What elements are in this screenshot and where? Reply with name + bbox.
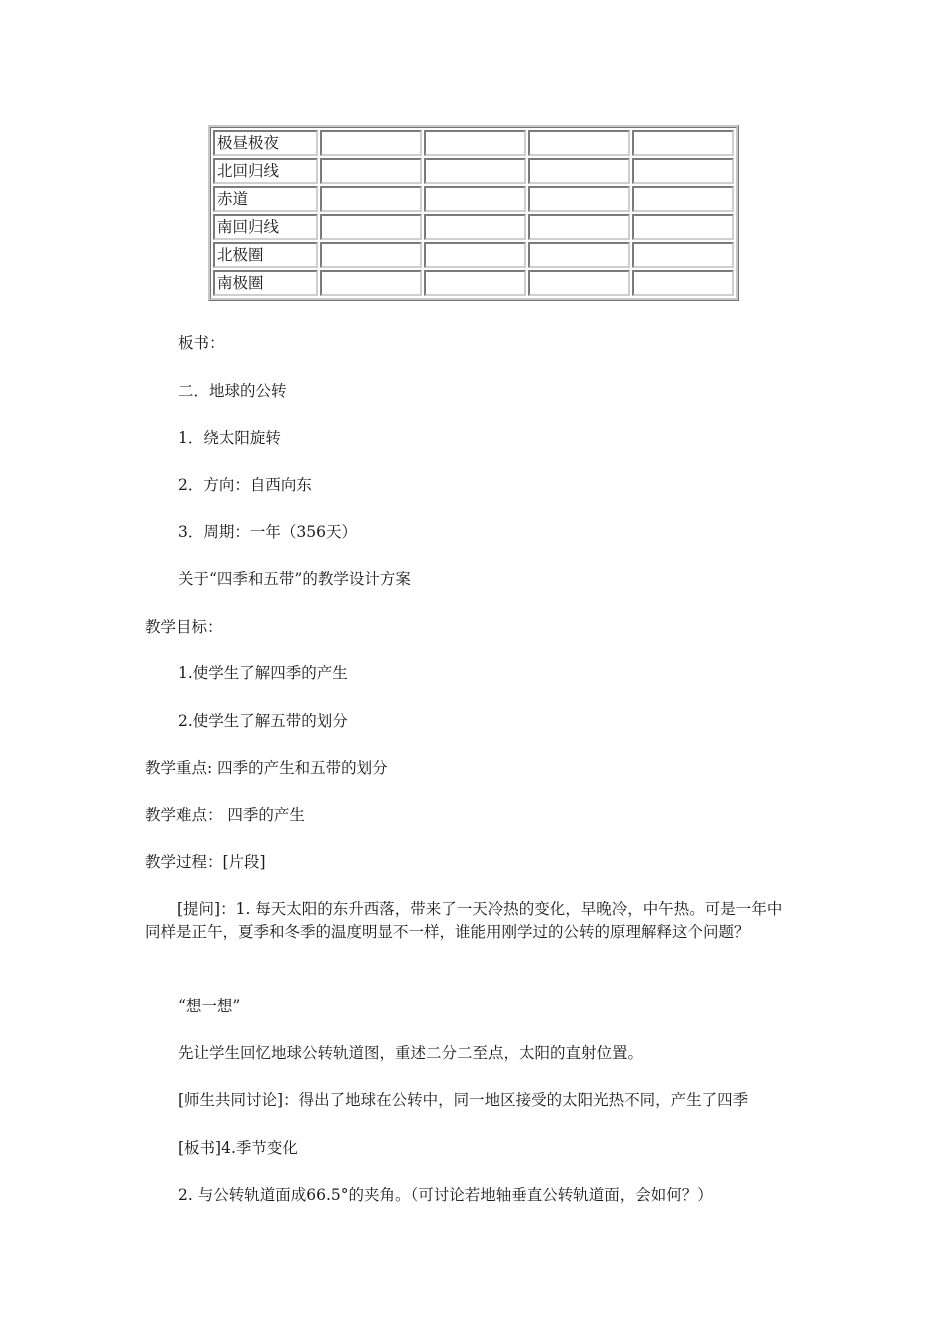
table-cell <box>424 242 526 268</box>
row-label: 南极圈 <box>213 270 318 296</box>
board-item: [板书]4.季节变化 <box>178 1139 298 1157</box>
table-row <box>213 186 734 212</box>
table-cell <box>320 130 422 156</box>
list-item: 1.使学生了解四季的产生 <box>178 664 348 682</box>
key-point: 教学重点: 四季的产生和五带的划分 <box>145 759 388 777</box>
table-cell <box>528 214 630 240</box>
recall-paragraph: 先让学生回忆地球公转轨道图，重述二分二至点，太阳的直射位置。 <box>178 1044 644 1062</box>
table-row <box>213 214 734 240</box>
difficulty: 教学难点： 四季的产生 <box>145 806 305 824</box>
table-cell <box>320 270 422 296</box>
row-label: 极昼极夜 <box>213 130 318 156</box>
table-row <box>213 158 734 184</box>
goals-heading: 教学目标： <box>145 618 223 636</box>
table-cell <box>632 242 734 268</box>
table-cell <box>632 214 734 240</box>
table-cell <box>632 158 734 184</box>
table-cell <box>528 270 630 296</box>
table-cell <box>320 242 422 268</box>
table-cell <box>424 130 526 156</box>
table-cell <box>528 186 630 212</box>
table-cell <box>320 186 422 212</box>
table-cell <box>424 214 526 240</box>
list-item: 2．方向：自西向东 <box>178 476 312 494</box>
section-title: 二．地球的公转 <box>178 382 287 400</box>
table-cell <box>320 214 422 240</box>
table-cell <box>424 186 526 212</box>
row-label: 北回归线 <box>213 158 318 184</box>
table-cell <box>320 158 422 184</box>
table-row <box>213 130 734 156</box>
table-cell <box>528 130 630 156</box>
table-row <box>213 242 734 268</box>
table-cell <box>424 270 526 296</box>
table-cell <box>424 158 526 184</box>
plan-title: 关于“四季和五带”的教学设计方案 <box>178 570 411 588</box>
question-paragraph: [提问]：1. 每天太阳的东升西落，带来了一天冷热的变化，早晚冷，中午热。可是一年中同样是正午，夏季和冬季的温度明显不一样，谁能用刚学过的公转的原理解释这个问题？ <box>145 900 783 941</box>
list-item: 2.使学生了解五带的划分 <box>178 712 348 730</box>
table-cell <box>632 186 734 212</box>
think-heading: “想一想” <box>178 997 241 1015</box>
table-cell <box>632 270 734 296</box>
table-cell <box>528 242 630 268</box>
list-item: 1．绕太阳旋转 <box>178 429 281 447</box>
discussion-paragraph: [师生共同讨论]：得出了地球在公转中，同一地区接受的太阳光热不同，产生了四季 <box>178 1091 749 1109</box>
table-cell <box>528 158 630 184</box>
table-cell <box>632 130 734 156</box>
board-label: 板书： <box>178 334 225 352</box>
row-label: 赤道 <box>213 186 318 212</box>
process-heading: 教学过程：[片段] <box>145 853 266 871</box>
row-label: 北极圈 <box>213 242 318 268</box>
table-row <box>213 270 734 296</box>
angle-paragraph: 2. 与公转轨道面成66.5°的夹角。（可讨论若地轴垂直公转轨道面，会如何？） <box>178 1186 713 1204</box>
zone-table <box>208 125 739 301</box>
row-label: 南回归线 <box>213 214 318 240</box>
list-item: 3．周期：一年（356天） <box>178 523 357 541</box>
